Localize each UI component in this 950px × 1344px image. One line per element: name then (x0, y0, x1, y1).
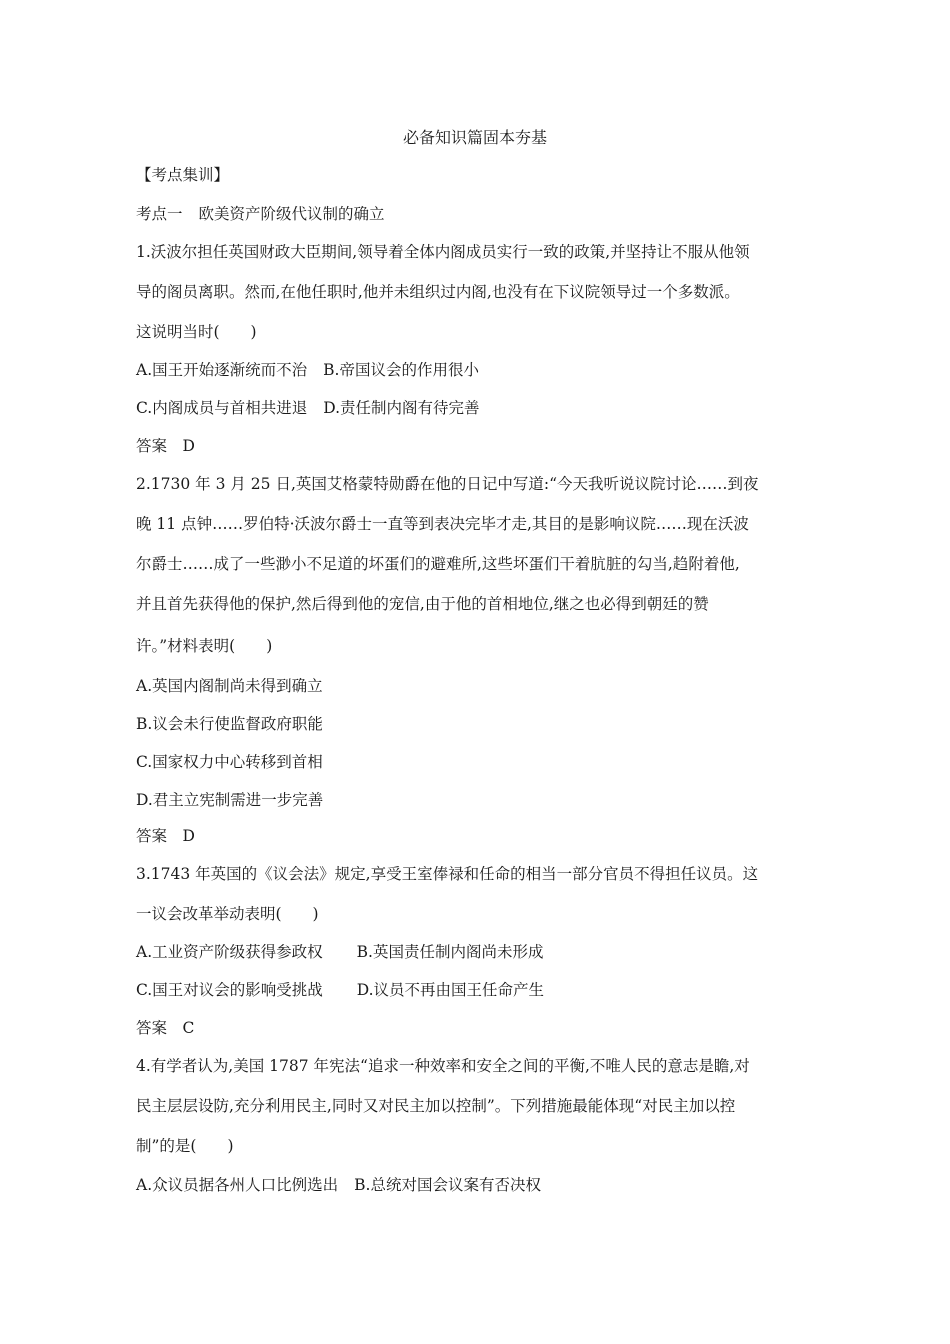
topic-label: 考点一 (136, 205, 183, 223)
q3-answer: 答案 C (136, 1019, 195, 1037)
q1-option-b: B.帝国议会的作用很小 (323, 361, 479, 379)
q3-line-2: 一议会改革举动表明( ) (136, 905, 319, 923)
q2-line-5: 许。”材料表明( ) (136, 637, 273, 655)
q1-answer: 答案 D (136, 437, 195, 455)
q2-line-3: 尔爵士……成了一些渺小不足道的坏蛋们的避难所,这些坏蛋们干着肮脏的勾当,趋附着他, (136, 555, 740, 573)
q1-line-2: 导的阁员离职。然而,在他任职时,他并未组织过内阁,也没有在下议院领导过一个多数派。 (136, 283, 740, 301)
q1-line-1: 1.沃波尔担任英国财政大臣期间,领导着全体内阁成员实行一致的政策,并坚持让不服从他领 (136, 243, 750, 261)
section-label: 【考点集训】 (136, 166, 230, 184)
q2-option-d: D.君主立宪制需进一步完善 (136, 791, 324, 809)
q4-line-3: 制”的是( ) (136, 1137, 234, 1155)
q3-line-1: 3.1743 年英国的《议会法》规定,享受王室俸禄和任命的相当一部分官员不得担任议员。这 (136, 865, 759, 883)
q4-option-a: A.众议员据各州人口比例选出 (136, 1176, 339, 1194)
q2-option-a: A.英国内阁制尚未得到确立 (136, 677, 323, 695)
q2-line-1: 2.1730 年 3 月 25 日,英国艾格蒙特勋爵在他的日记中写道:“今天我听说议院讨论……到夜 (136, 475, 759, 493)
q2-option-c: C.国家权力中心转移到首相 (136, 753, 323, 771)
q3-option-d: D.议员不再由国王任命产生 (356, 981, 545, 999)
q1-options-cd (136, 398, 480, 418)
q1-option-c: C.内阁成员与首相共进退 (136, 399, 308, 417)
q4-line-1: 4.有学者认为,美国 1787 年宪法“追求一种效率和安全之间的平衡,不唯人民的意志是瞻,对 (136, 1057, 750, 1075)
q1-option-a: A.国王开始逐渐统而不治 (136, 361, 308, 379)
q2-line-2: 晚 11 点钟……罗伯特·沃波尔爵士一直等到表决完毕才走,其目的是影响议院……现在沃波 (136, 515, 749, 533)
q3-option-a: A.工业资产阶级获得参政权 (136, 943, 323, 961)
q3-option-b: B.英国责任制内阁尚未形成 (356, 943, 544, 961)
q2-answer: 答案 D (136, 827, 195, 845)
q4-options-ab (136, 1175, 541, 1195)
q1-option-d: D.责任制内阁有待完善 (323, 399, 480, 417)
q1-line-3: 这说明当时( ) (136, 323, 257, 341)
q2-line-4: 并且首先获得他的保护,然后得到他的宠信,由于他的首相地位,继之也必得到朝廷的赞 (136, 595, 709, 613)
q4-option-b: B.总统对国会议案有否决权 (354, 1176, 541, 1194)
q2-option-b: B.议会未行使监督政府职能 (136, 715, 323, 733)
q3-option-c: C.国王对议会的影响受挑战 (136, 981, 323, 999)
topic-name: 欧美资产阶级代议制的确立 (198, 205, 385, 223)
q3-options-ab (136, 942, 543, 962)
page-title: 必备知识篇固本夯基 (402, 128, 547, 147)
q1-options-ab (136, 360, 479, 380)
topic-heading (136, 204, 385, 224)
q3-options-cd (136, 980, 544, 1000)
q4-line-2: 民主层层设防,充分利用民主,同时又对民主加以控制”。下列措施最能体现“对民主加以控 (136, 1097, 736, 1115)
